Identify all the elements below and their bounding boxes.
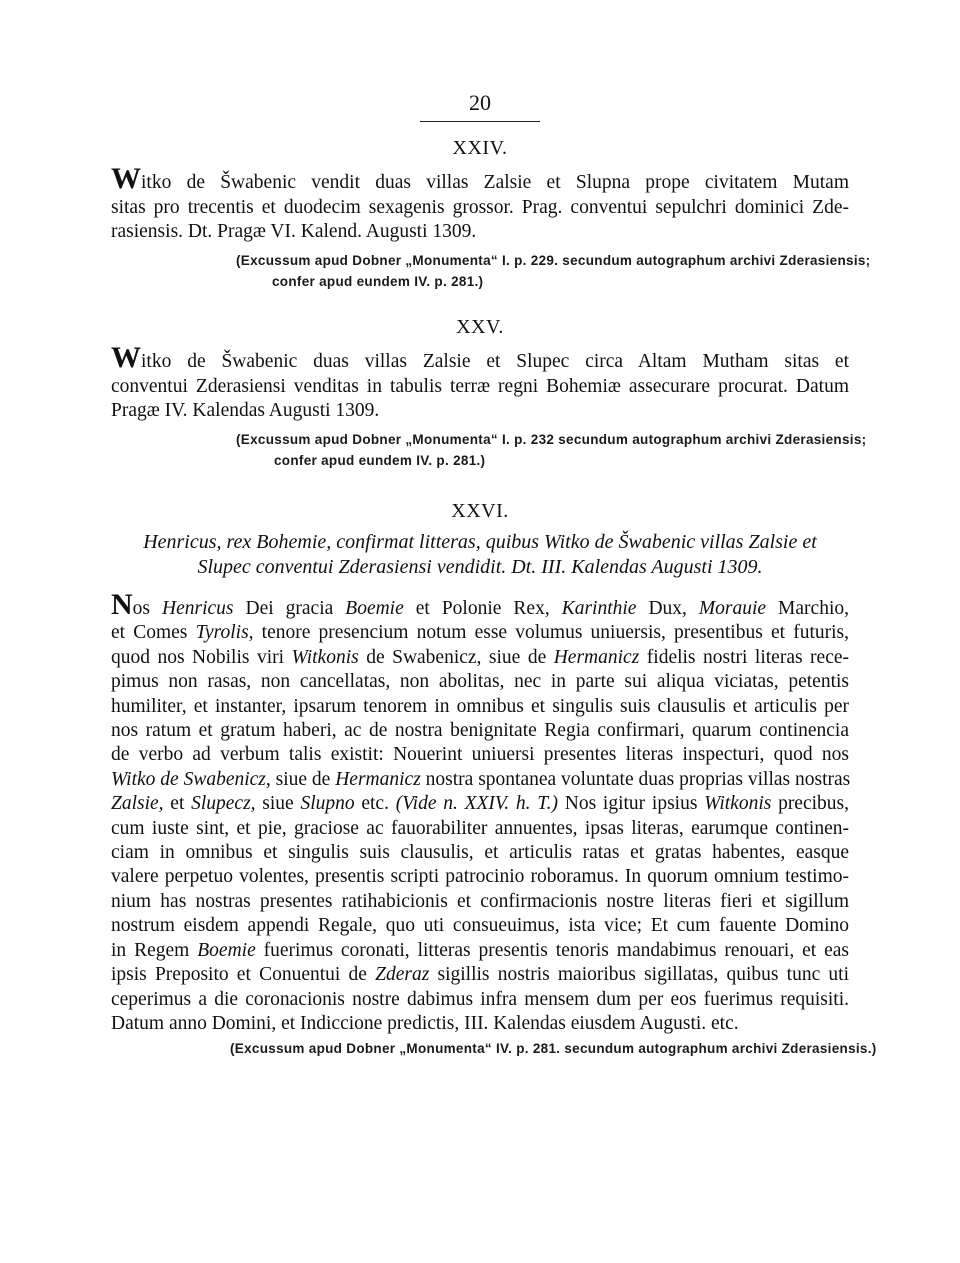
dropcap: W [111,341,141,374]
summary-line: Pragæ IV. Kalendas Augusti 1309. [111,400,380,421]
body-line: in Regem Boemie fuerimus coronati, litteras presentis tenoris mandabimus renouari, et eas [111,939,850,961]
body-line: ceperimus a die coronacionis nostre dabimus infra mensem dum per eos fuerimus requisiti. [111,988,849,1010]
note-line: (Excussum apud Dobner „Monumenta“ IV. p. 281. secundum autographum archivi Zderasiensis.) [230,1041,877,1056]
body-line: Nos Henricus Dei gracia Boemie et Polonie Rex, Karinthie Dux, Morauie Marchio, [111,588,849,621]
summary-line: rasiensis. Dt. Pragæ VI. Kalend. Augusti 1309. [111,221,477,242]
body-line: ipsis Preposito et Conuentui de Zderaz sigillis nostris maioribus sigillatas, quibus tunc uti [111,964,849,986]
note-line: (Excussum apud Dobner „Monumenta“ I. p. 229. secundum autographum archivi Zderasiensis; [236,253,871,268]
body-line: pimus non rasas, non cancellatas, non abolitas, nec in parte sui aliqua viciatas, petentis [111,671,849,693]
section-number-xxvi: XXVI. [451,500,509,522]
body-line: nostrum eisdem appendi Regale, quo uti consueuimus, ista vice; Et cum fauente Domino [111,915,849,937]
source-note-xxiv [236,250,870,292]
body-line: et Comes Tyrolis, tenore presencium notum esse volumus uniuersis, presentibus et futuris, [111,622,849,644]
summary-line: Witko de Šwabenic duas villas Zalsie et Slupec circa Altam Mutham sitas et [111,341,849,374]
source-note-xxv [236,429,866,471]
section-number-xxiv: XXIV. [452,137,508,159]
note-line: (Excussum apud Dobner „Monumenta“ I. p. 232 secundum autographum archivi Zderasiensis; [236,432,867,447]
title-line: Slupec conventui Zderasiensi vendidit. Dt. III. Kalendas Augusti 1309. [197,556,763,578]
body-line: ciam in omnibus et singulis suis clausulis, et articulis ratas et gratas habentes, easque [111,842,849,864]
section-number-xxv: XXV. [456,316,504,338]
body-line: Datum anno Domini, et Indiccione predictis, III. Kalendas eiusdem Augusti. etc. [111,1012,739,1034]
note-line: confer apud eundem IV. p. 281.) [274,453,486,468]
body-line: Zalsie, et Slupecz, siue Slupno etc. (Vide n. XXIV. h. T.) Nos igitur ipsius Witkonis precibus, [111,793,849,815]
summary-line: Witko de Šwabenic vendit duas villas Zalsie et Slupna prope civitatem Mutam [111,162,849,195]
title-line: Henricus, rex Bohemie, confirmat litteras, quibus Witko de Šwabenic villas Zalsie et [143,531,817,553]
body-line: de verbo ad verbum talis existit: Nouerint uniuersi presentes literas inspecturi, quod nos [111,744,849,766]
note-line: confer apud eundem IV. p. 281.) [272,274,484,289]
body-line: quod nos Nobilis viri Witkonis de Swabenicz, siue de Hermanicz fidelis nostri literas rece- [111,646,850,668]
dropcap: W [111,162,141,195]
header-rule [420,121,540,122]
body-line: Witko de Swabenicz, siue de Hermanicz nostra spontanea voluntate duas proprias villas nostras [111,768,851,790]
charter-text [111,588,851,1036]
body-line: nium has nostras presentes ratihabicionis et confirmacionis nostre literas fieri et sigillum [111,890,849,912]
section-title-xxvi [111,530,849,580]
body-line: nos ratum et gratum haberi, ac de nostra benignitate Regia confirmari, quarum continencia [111,720,849,742]
dropcap: N [111,588,133,621]
source-note-xxvi [230,1038,877,1059]
summary-line: sitas pro trecentis et duodecim sexagenis grossor. Prag. conventui sepulchri dominici Zde- [111,196,849,218]
section-summary-xxv [111,341,849,424]
body-line: valere perpetuo volentes, presentis scripti patrocinio roboramus. In quorum omnium testimo- [111,866,849,888]
page-number: 20 [469,90,491,115]
summary-line: conventui Zderasiensi venditas in tabulis terræ regni Bohemiæ assecurare procurat. Datum [111,375,849,397]
section-summary-xxiv [111,162,849,245]
body-line: humiliter, et instanter, ipsarum tenorem in omnibus et singulis suis clausulis et articulis per [111,695,849,717]
body-line: cum iuste sint, et pie, graciose ac fauorabiliter annuentes, ipsas literas, earumque continen- [111,817,849,839]
